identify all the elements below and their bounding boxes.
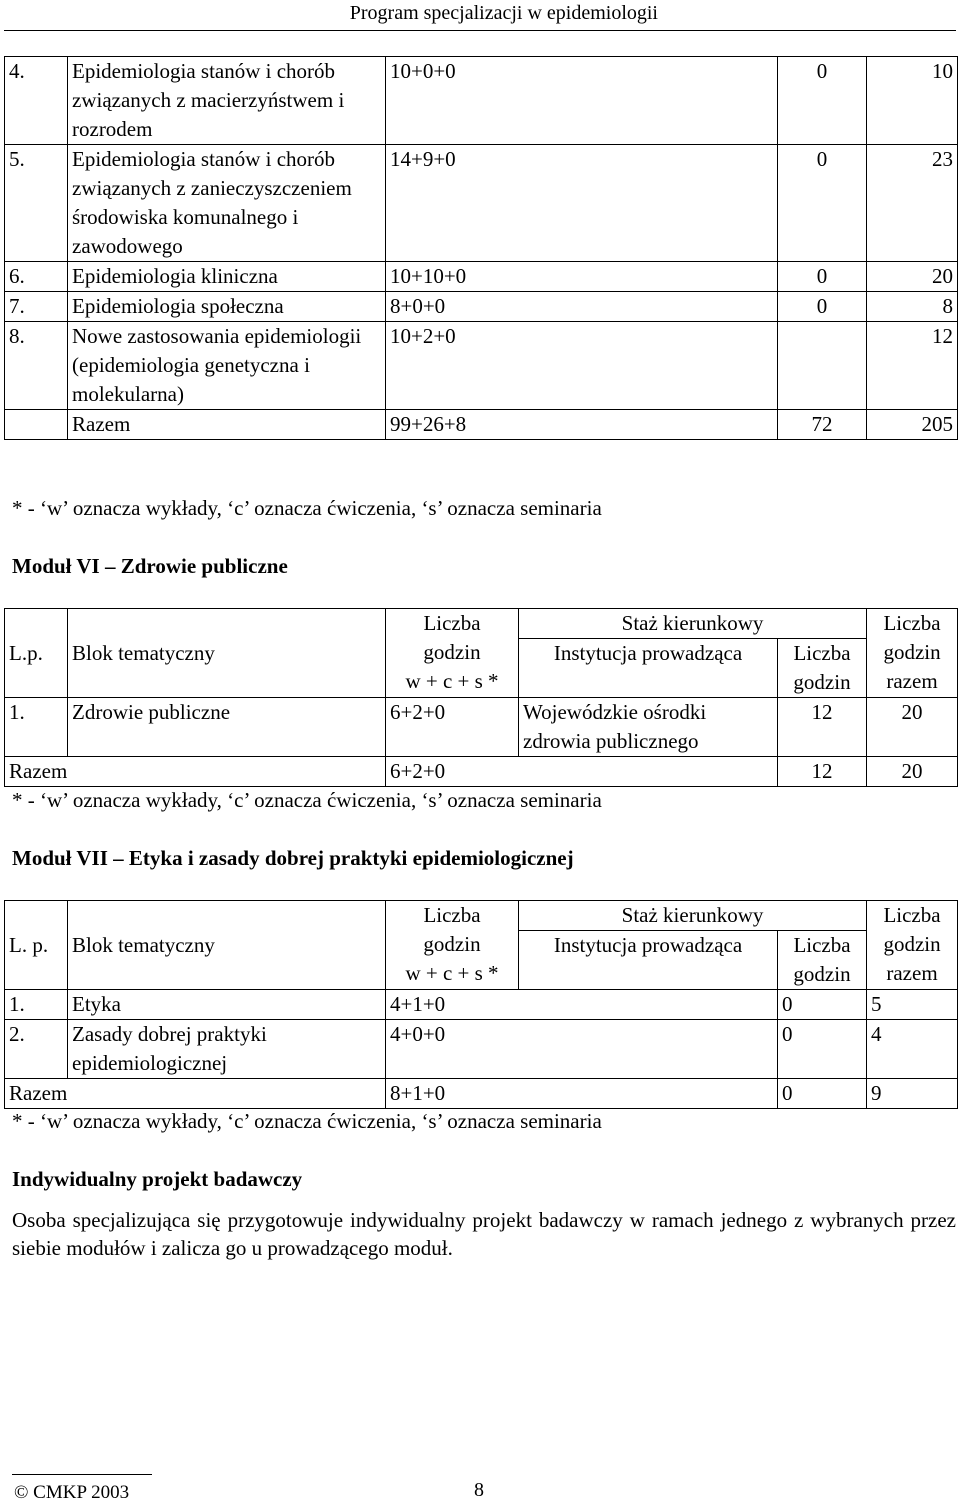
lp-cell: 8. bbox=[5, 322, 68, 410]
col-header-topic: Blok tematyczny bbox=[68, 609, 386, 698]
sum-label: Razem bbox=[5, 1079, 386, 1109]
module7-table bbox=[4, 900, 958, 1109]
total-cell: 20 bbox=[867, 262, 958, 292]
lp-cell: 1. bbox=[5, 990, 68, 1020]
topic-cell: Etyka bbox=[68, 990, 386, 1020]
hours-cell: 14+9+0 bbox=[386, 145, 680, 262]
inst-cell bbox=[519, 1079, 778, 1109]
inst-cell bbox=[680, 57, 778, 145]
lp-cell: 4. bbox=[5, 57, 68, 145]
topic-cell: Zdrowie publiczne bbox=[68, 698, 386, 757]
header-line: Liczba bbox=[883, 903, 941, 927]
header-line: razem bbox=[886, 669, 938, 693]
staz-cell: 0 bbox=[778, 262, 867, 292]
table-header-row bbox=[5, 901, 958, 931]
sum-hours: 8+1+0 bbox=[386, 1079, 519, 1109]
total-cell: 20 bbox=[867, 698, 958, 757]
header-line: Liczba bbox=[793, 641, 851, 665]
topic-cell: Epidemiologia społeczna bbox=[68, 292, 386, 322]
header-line: godzin bbox=[423, 640, 481, 664]
module6-table bbox=[4, 608, 958, 787]
hours-cell: 8+0+0 bbox=[386, 292, 680, 322]
table-header-row bbox=[5, 609, 958, 639]
sum-row bbox=[5, 757, 958, 787]
inst-cell bbox=[519, 1020, 778, 1079]
topic-cell: Zasady dobrej praktyki epidemiologicznej bbox=[68, 1020, 386, 1079]
sum-staz: 12 bbox=[778, 757, 867, 787]
col-header-staz-hours bbox=[778, 931, 867, 990]
staz-cell: 0 bbox=[778, 1020, 867, 1079]
header-rule bbox=[4, 30, 956, 31]
col-header-total bbox=[867, 901, 958, 990]
inst-cell bbox=[680, 262, 778, 292]
col-header-total bbox=[867, 609, 958, 698]
col-header-hours bbox=[386, 901, 519, 990]
col-header-staz: Staż kierunkowy bbox=[519, 901, 867, 931]
col-header-lp: L. p. bbox=[5, 901, 68, 990]
header-line: w + c + s * bbox=[405, 961, 499, 985]
total-cell: 4 bbox=[867, 1020, 958, 1079]
total-cell: 12 bbox=[867, 322, 958, 410]
topic-cell: Nowe zastosowania epidemiologii (epidemiologia genetyczna i molekularna) bbox=[68, 322, 386, 410]
staz-cell: 12 bbox=[778, 698, 867, 757]
table-row bbox=[5, 145, 958, 262]
sum-label: Razem bbox=[5, 757, 386, 787]
header-line: Liczba bbox=[793, 933, 851, 957]
project-heading: Indywidualny projekt badawczy bbox=[12, 1167, 303, 1191]
lp-cell: 2. bbox=[5, 1020, 68, 1079]
col-header-staz-hours bbox=[778, 639, 867, 698]
header-line: w + c + s * bbox=[405, 669, 499, 693]
copyright-text: © CMKP 2003 bbox=[14, 1482, 130, 1503]
header-line: godzin bbox=[793, 670, 851, 694]
table-row bbox=[5, 990, 958, 1020]
table-row bbox=[5, 698, 958, 757]
col-header-staz: Staż kierunkowy bbox=[519, 609, 867, 639]
project-text: Osoba specjalizująca się przygotowuje indywidualny projekt badawczy w ramach jednego z wybranych przez siebie modułów i zalicza go u prowadzącego moduł. bbox=[12, 1208, 956, 1260]
staz-cell: 0 bbox=[778, 145, 867, 262]
col-header-lp: L.p. bbox=[5, 609, 68, 698]
sum-staz: 72 bbox=[778, 410, 867, 440]
legend-note: * - ‘w’ oznacza wykłady, ‘c’ oznacza ćwiczenia, ‘s’ oznacza seminaria bbox=[12, 496, 602, 520]
inst-cell bbox=[519, 757, 778, 787]
header-line: Liczba bbox=[423, 611, 481, 635]
inst-cell: Wojewódzkie ośrodki zdrowia publicznego bbox=[519, 698, 778, 757]
sum-hours: 6+2+0 bbox=[386, 757, 519, 787]
sum-total: 9 bbox=[867, 1079, 958, 1109]
lp-cell: 1. bbox=[5, 698, 68, 757]
header-line: godzin bbox=[883, 640, 941, 664]
col-header-hours bbox=[386, 609, 519, 698]
hours-cell: 4+0+0 bbox=[386, 1020, 519, 1079]
col-header-inst: Instytucja prowadząca bbox=[519, 931, 778, 990]
staz-cell: 0 bbox=[778, 990, 867, 1020]
header-line: godzin bbox=[883, 932, 941, 956]
sum-total: 20 bbox=[867, 757, 958, 787]
sum-row bbox=[5, 1079, 958, 1109]
hours-cell: 6+2+0 bbox=[386, 698, 519, 757]
header-line: Liczba bbox=[423, 903, 481, 927]
inst-cell bbox=[680, 410, 778, 440]
topic-cell: Epidemiologia kliniczna bbox=[68, 262, 386, 292]
running-header: Program specjalizacji w epidemiologii bbox=[349, 2, 658, 24]
hours-cell: 4+1+0 bbox=[386, 990, 519, 1020]
table-row bbox=[5, 292, 958, 322]
staz-cell: 0 bbox=[778, 292, 867, 322]
header-line: godzin bbox=[423, 932, 481, 956]
col-header-topic: Blok tematyczny bbox=[68, 901, 386, 990]
lp-cell: 7. bbox=[5, 292, 68, 322]
total-cell: 5 bbox=[867, 990, 958, 1020]
inst-cell bbox=[680, 322, 778, 410]
total-cell: 10 bbox=[867, 57, 958, 145]
col-header-inst: Instytucja prowadząca bbox=[519, 639, 778, 698]
hours-cell: 10+10+0 bbox=[386, 262, 680, 292]
lp-cell bbox=[5, 410, 68, 440]
lp-cell: 5. bbox=[5, 145, 68, 262]
legend-note: * - ‘w’ oznacza wykłady, ‘c’ oznacza ćwiczenia, ‘s’ oznacza seminaria bbox=[12, 788, 602, 812]
table-cont bbox=[4, 56, 958, 440]
header-line: razem bbox=[886, 961, 938, 985]
staz-cell bbox=[778, 322, 867, 410]
table-row bbox=[5, 322, 958, 410]
sum-hours: 99+26+8 bbox=[386, 410, 680, 440]
legend-note: * - ‘w’ oznacza wykłady, ‘c’ oznacza ćwiczenia, ‘s’ oznacza seminaria bbox=[12, 1109, 602, 1133]
module6-heading: Moduł VI – Zdrowie publiczne bbox=[12, 554, 288, 578]
sum-row bbox=[5, 410, 958, 440]
lp-cell: 6. bbox=[5, 262, 68, 292]
total-cell: 23 bbox=[867, 145, 958, 262]
topic-cell: Epidemiologia stanów i chorób związanych z zanieczyszczeniem środowiska komunalnego i zawodowego bbox=[68, 145, 386, 262]
staz-cell: 0 bbox=[778, 57, 867, 145]
page-number: 8 bbox=[474, 1479, 484, 1501]
header-line: godzin bbox=[793, 962, 851, 986]
topic-cell: Epidemiologia stanów i chorób związanych z macierzyństwem i rozrodem bbox=[68, 57, 386, 145]
sum-total: 205 bbox=[867, 410, 958, 440]
table-row bbox=[5, 1020, 958, 1079]
total-cell: 8 bbox=[867, 292, 958, 322]
hours-cell: 10+0+0 bbox=[386, 57, 680, 145]
hours-cell: 10+2+0 bbox=[386, 322, 680, 410]
inst-cell bbox=[680, 292, 778, 322]
module7-heading: Moduł VII – Etyka i zasady dobrej praktyki epidemiologicznej bbox=[12, 846, 574, 870]
sum-label: Razem bbox=[68, 410, 386, 440]
footer-rule bbox=[12, 1474, 152, 1475]
inst-cell bbox=[680, 145, 778, 262]
table-row bbox=[5, 262, 958, 292]
table-row bbox=[5, 57, 958, 145]
header-line: Liczba bbox=[883, 611, 941, 635]
sum-staz: 0 bbox=[778, 1079, 867, 1109]
inst-cell bbox=[519, 990, 778, 1020]
